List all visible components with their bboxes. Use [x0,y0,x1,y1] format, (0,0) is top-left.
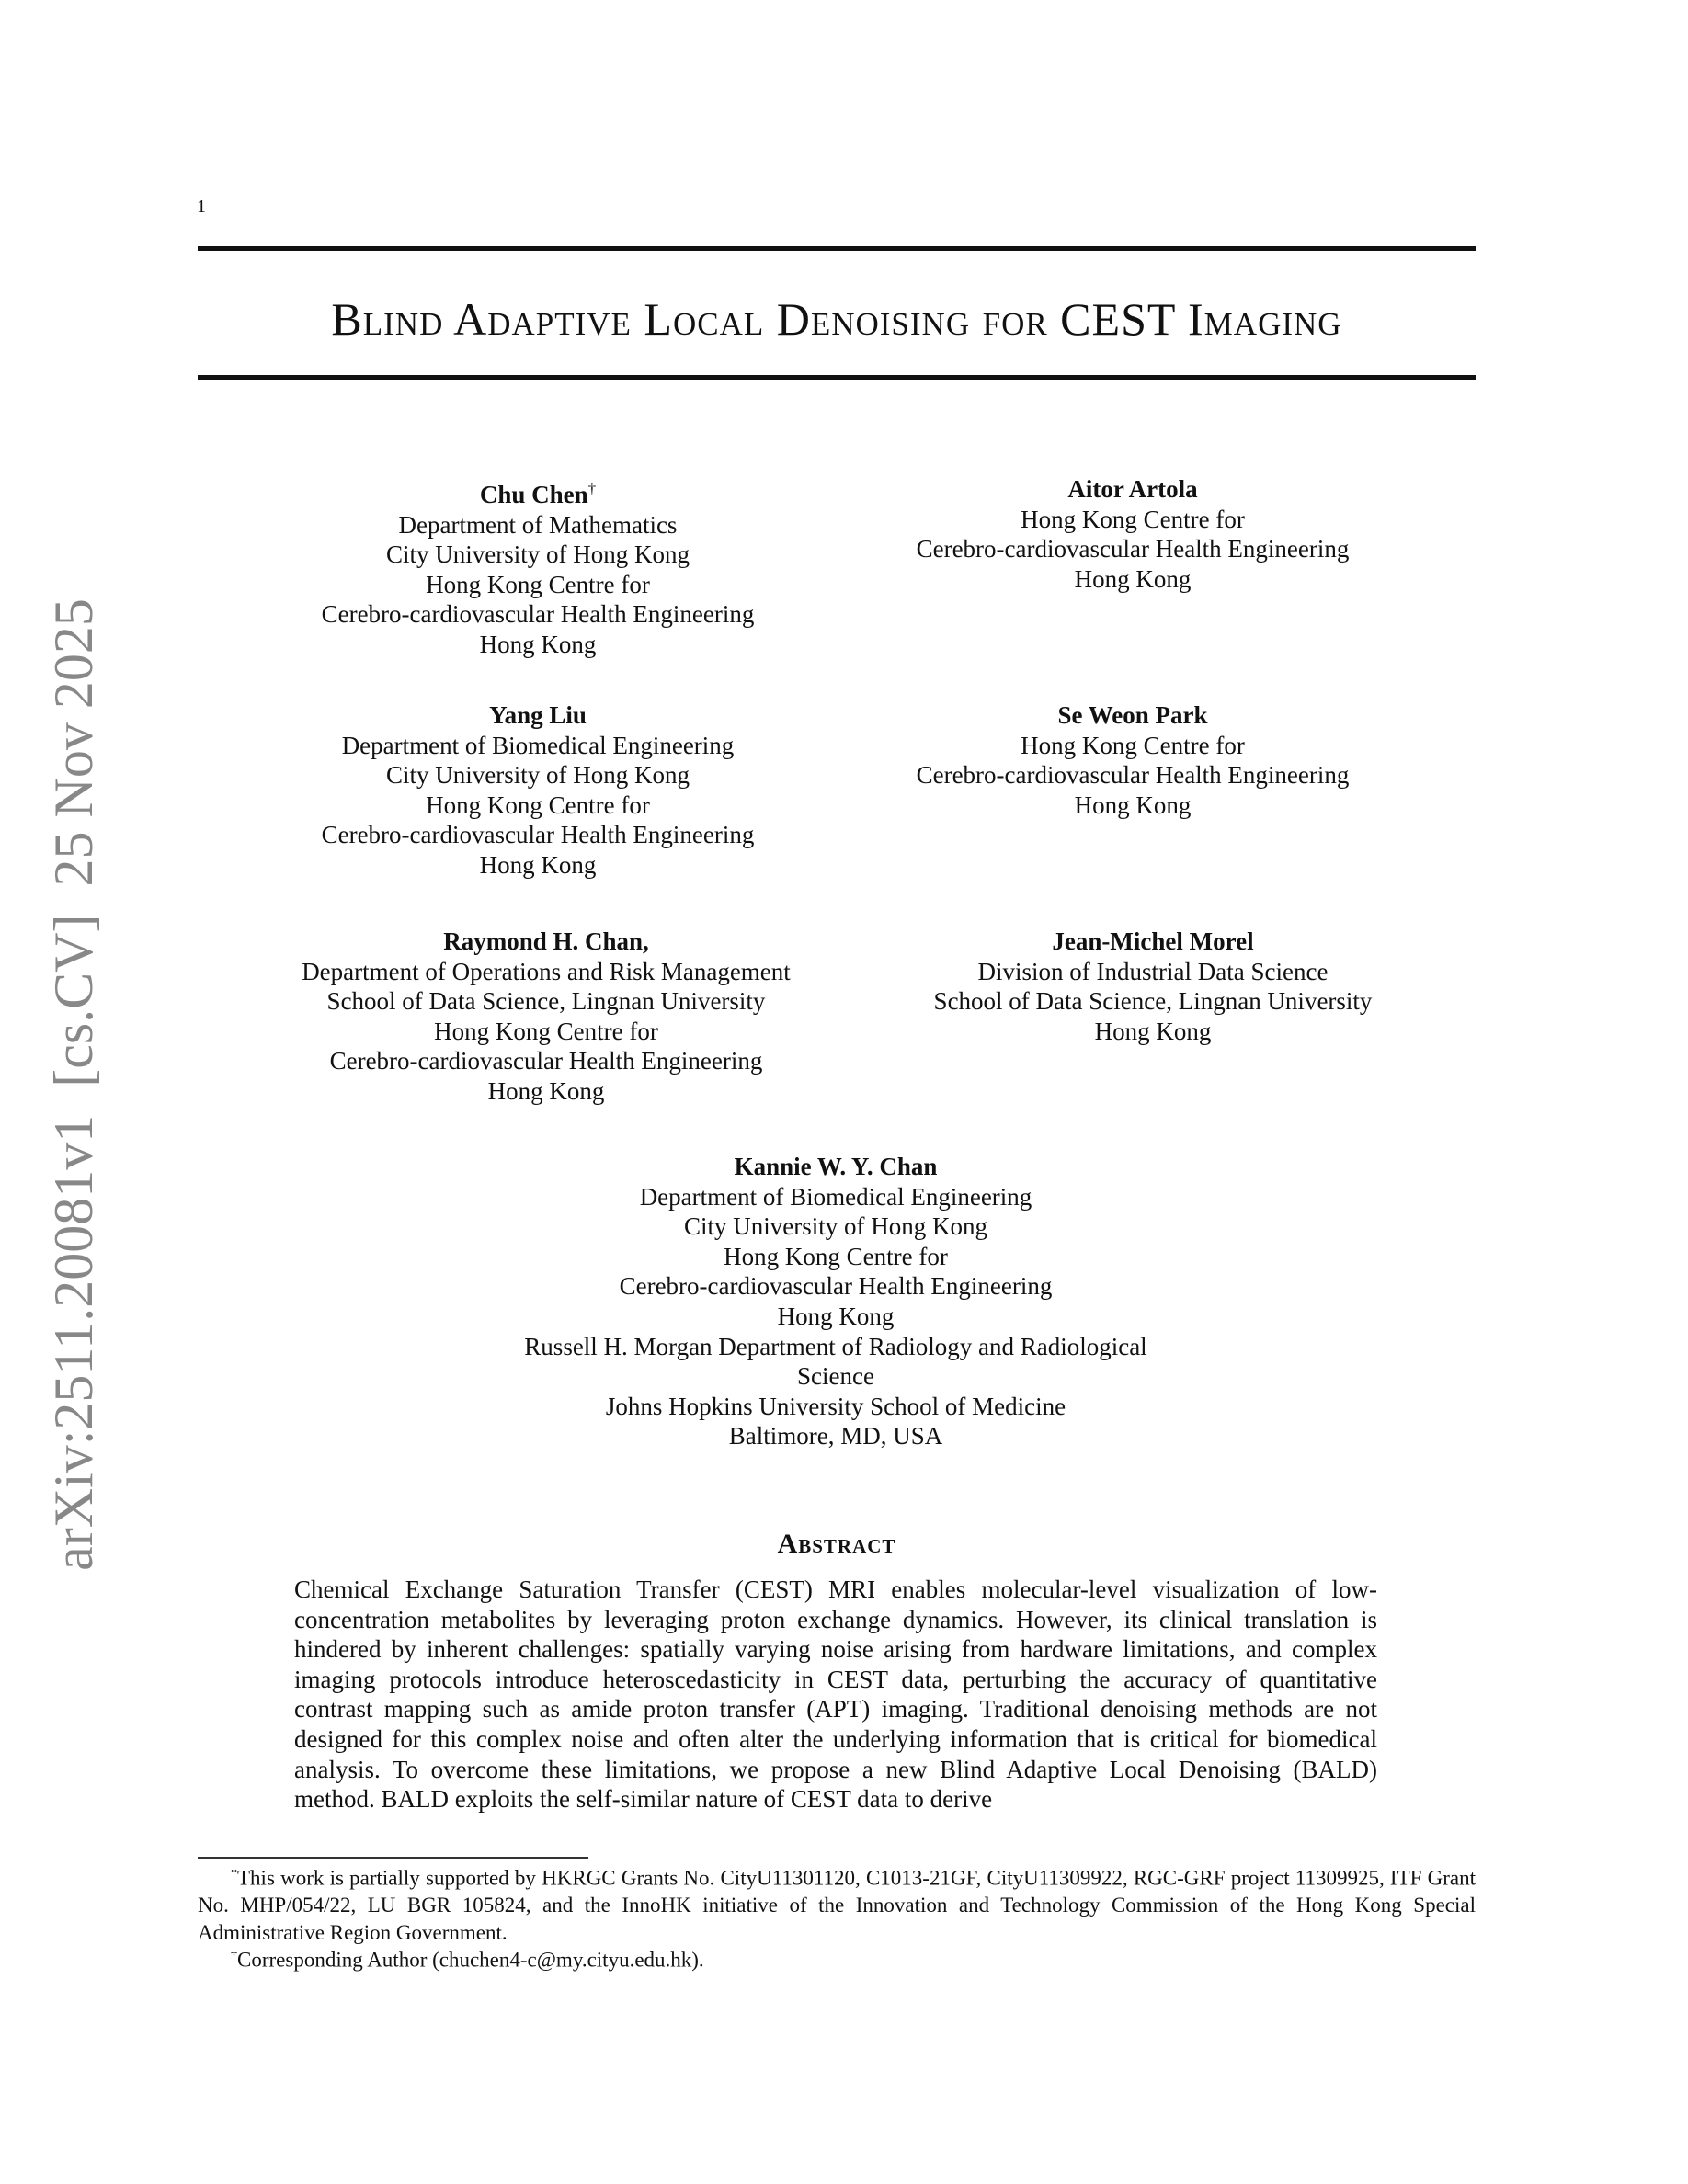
abstract-text: Chemical Exchange Saturation Transfer (CEST) MRI enables molecular-level visualization of low-concentration metabolites by leveraging proton exchange dynamics. However, its clinical translation is hindered by inherent challenges: spatially varying noise arising from hardware limitations, and complex imaging protocols introduce heteroscedasticity in CEST data, perturbing the accuracy of quantitative contrast mapping such as amide proton transfer (APT) imaging. Traditional denoising methods are not designed for this complex noise and often alter the underlying information that is critical for biomedical analysis. To overcome these limitations, we propose a new Blind Adaptive Local Denoising (BALD) method. BALD exploits the self-similar nature of CEST data to derive [294,1575,1377,1814]
author-name-text: Chu Chen [479,481,588,508]
affiliation-line: Cerebro-cardiovascular Health Engineering [619,1272,1053,1301]
affiliation-line: Hong Kong [1074,564,1192,593]
affiliation-line: Department of Mathematics [398,510,678,539]
title-top-rule [198,246,1476,251]
paper-title: Blind Adaptive Local Denoising for CEST Imaging [331,293,1342,345]
affiliation-line: Hong Kong [1094,1017,1212,1045]
affiliation-line: Cerebro-cardiovascular Health Engineering [329,1047,763,1075]
author-name [811,474,1454,505]
affiliation-line: Hong Kong [479,850,597,879]
affiliation-line: Department of Biomedical Engineering [639,1182,1032,1211]
author-mark: † [587,480,597,497]
affiliation-line: Hong Kong [777,1302,895,1330]
affiliation-line: Hong Kong Centre for [724,1242,948,1270]
author-name [216,474,860,510]
page-number: 1 [197,197,206,217]
author-name [224,927,868,957]
affiliation-line: Hong Kong Centre for [1021,731,1245,759]
author-block [216,700,860,881]
affiliation-line: Cerebro-cardiovascular Health Engineering [916,535,1350,563]
affiliation-line: Hong Kong Centre for [1021,505,1245,533]
affiliation-line: School of Data Science, Lingnan University [933,987,1373,1016]
footnote-mark: * [231,1867,237,1881]
affiliation-line: School of Data Science, Lingnan University [326,987,766,1016]
author-name [514,1152,1158,1182]
author-block [811,700,1454,820]
affiliation-line: Hong Kong Centre for [434,1017,658,1045]
author-block [831,927,1475,1046]
affiliation-line: Hong Kong [479,630,597,658]
footnote-rule [198,1857,588,1859]
affiliation-line: Cerebro-cardiovascular Health Engineering [321,600,755,629]
affiliation-line: Department of Biomedical Engineering [341,731,735,759]
affiliation-line: City University of Hong Kong [386,540,690,569]
affiliation-line: City University of Hong Kong [684,1212,987,1241]
affiliation-line: Johns Hopkins University School of Medicine [605,1392,1066,1420]
affiliation-line: Russell H. Morgan Department of Radiology and Radiological Science [524,1332,1147,1391]
affiliation-line: Cerebro-cardiovascular Health Engineering [321,821,755,849]
author-name [811,700,1454,731]
author-block [514,1152,1158,1451]
title-bottom-rule [198,375,1476,380]
footnote-text: Corresponding Author (chuchen4-c@my.cityu.edu.hk). [237,1948,704,1972]
abstract-heading: Abstract [777,1529,896,1559]
affiliation-line: Cerebro-cardiovascular Health Engineering [916,761,1350,790]
affiliation-line: Baltimore, MD, USA [728,1422,943,1450]
author-block [216,474,860,660]
footnote-funding [198,1860,1476,1946]
author-name-text: Yang Liu [489,701,587,729]
author-name-text: Raymond H. Chan, [443,927,649,955]
affiliation-line: Department of Operations and Risk Management [302,957,791,985]
footnote-text: This work is partially supported by HKRGC Grants No. CityU11301120, C1013-21GF, CityU11309922, RGC-GRF project 11309925, ITF Grant No. MHP/054/22, LU BGR 105824, and the InnoHK initiative of the Innovation and Technology Commission of the Hong Kong Special Administrative Region Government. [198,1866,1476,1944]
affiliation-line: Hong Kong Centre for [426,791,650,819]
affiliation-line: Hong Kong Centre for [426,570,650,598]
footnote-corresponding [198,1942,1476,1974]
author-name-text: Se Weon Park [1057,701,1208,729]
author-name-text: Kannie W. Y. Chan [734,1153,938,1180]
author-name [831,927,1475,957]
affiliation-line: Division of Industrial Data Science [977,957,1329,985]
affiliation-line: City University of Hong Kong [386,761,690,790]
affiliation-line: Hong Kong [1074,791,1192,819]
author-block [811,474,1454,594]
author-name-text: Jean-Michel Morel [1052,927,1254,955]
author-name [216,700,860,731]
author-name-text: Aitor Artola [1067,475,1198,503]
footnote-mark: † [231,1949,237,1962]
arxiv-stamp: arXiv:2511.20081v1 [cs.CV] 25 Nov 2025 [43,598,104,1571]
affiliation-line: Hong Kong [487,1076,605,1105]
author-block [224,927,868,1107]
